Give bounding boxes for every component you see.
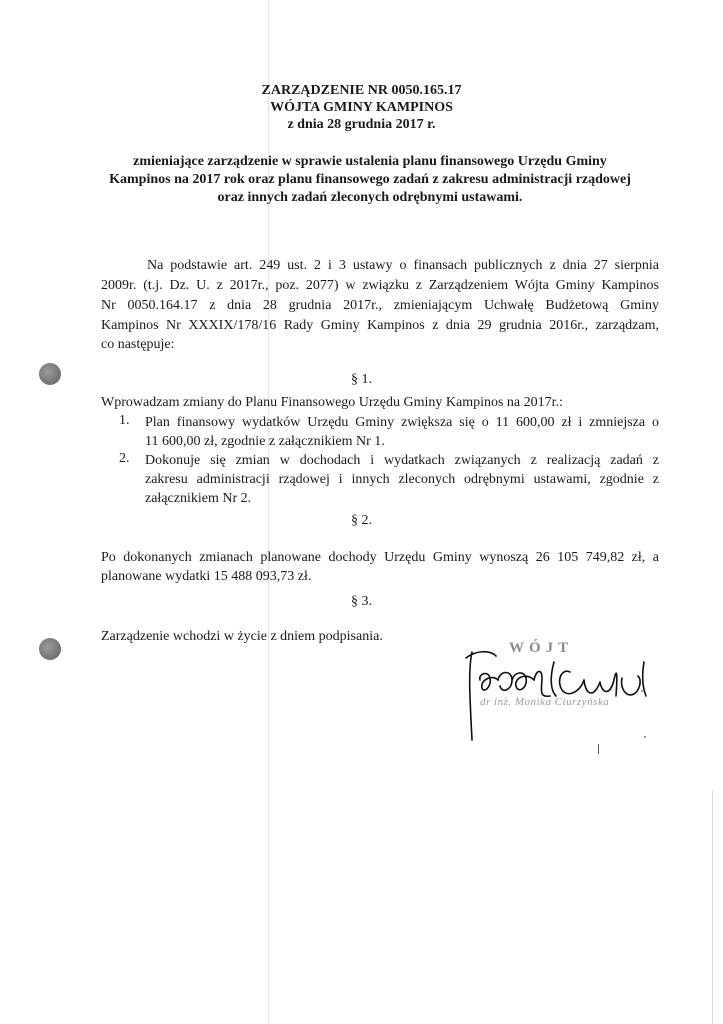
list-number-1: 1. — [119, 413, 130, 428]
preamble-line-1: Na podstawie art. 249 ust. 2 i 3 ustawy o finansach publicznych z dnia 27 sierpnia — [147, 258, 659, 273]
subject-line-2: Kampinos na 2017 rok oraz planu finansowego zadań z zakresu administracji rządowej — [109, 172, 631, 187]
section-2-mark: § 2. — [351, 513, 372, 528]
punch-hole-bottom — [39, 638, 61, 660]
preamble-line-5: co następuje: — [101, 337, 175, 352]
scan-mark — [598, 744, 599, 754]
stamp-title: WÓJT — [509, 640, 574, 656]
list-number-2: 2. — [119, 451, 130, 466]
section-2-line-2: planowane wydatki 15 488 093,73 zł. — [101, 569, 312, 584]
section-3-mark: § 3. — [351, 594, 372, 609]
handwritten-signature — [458, 640, 658, 750]
stamp-name: dr inż. Monika Ciurzyńska — [480, 696, 610, 708]
section-2-line-1: Po dokonanych zmianach planowane dochody Urzędu Gminy wynoszą 26 105 749,82 zł, a — [101, 550, 659, 565]
item-2-line-3: załącznikiem Nr 2. — [145, 491, 252, 506]
section-1-mark: § 1. — [351, 372, 372, 387]
decree-number: ZARZĄDZENIE NR 0050.165.17 — [261, 83, 462, 98]
subject-line-3: oraz innych zadań zleconych odrębnymi ustawami. — [217, 190, 523, 205]
section-3-line-1: Zarządzenie wchodzi w życie z dniem podpisania. — [101, 629, 383, 644]
item-1-line-1: Plan finansowy wydatków Urzędu Gminy zwiększa się o 11 600,00 zł i zmniejsza o — [145, 415, 659, 430]
subject-line-1: zmieniające zarządzenie w sprawie ustalenia planu finansowego Urzędu Gminy — [133, 154, 607, 169]
item-2-line-2: zakresu administracji rządowej i innych zleconych odrębnymi ustawami, zgodnie z — [145, 472, 659, 487]
preamble-line-2: 2009r. (t.j. Dz. U. z 2017r., poz. 2077) w związku z Zarządzeniem Wójta Gminy Kampinos — [101, 278, 659, 293]
item-1-line-2: 11 600,00 zł, zgodnie z załącznikiem Nr 1. — [145, 434, 385, 449]
preamble-line-4: Kampinos Nr XXXIX/178/16 Rady Gminy Kampinos z dnia 29 grudnia 2016r., zarządzam, — [101, 318, 659, 333]
preamble-line-3: Nr 0050.164.17 z dnia 28 grudnia 2017r., zmieniającym Uchwałę Budżetową Gminy — [101, 298, 659, 313]
issuer: WÓJTA GMINY KAMPINOS — [270, 100, 453, 115]
decree-date: z dnia 28 grudnia 2017 r. — [287, 117, 436, 132]
section-1-intro: Wprowadzam zmiany do Planu Finansowego Urzędu Gminy Kampinos na 2017r.: — [101, 395, 563, 410]
item-2-line-1: Dokonuje się zmian w dochodach i wydatkach związanych z realizacją zadań z — [145, 453, 659, 468]
paper-edge-line — [712, 790, 713, 1024]
